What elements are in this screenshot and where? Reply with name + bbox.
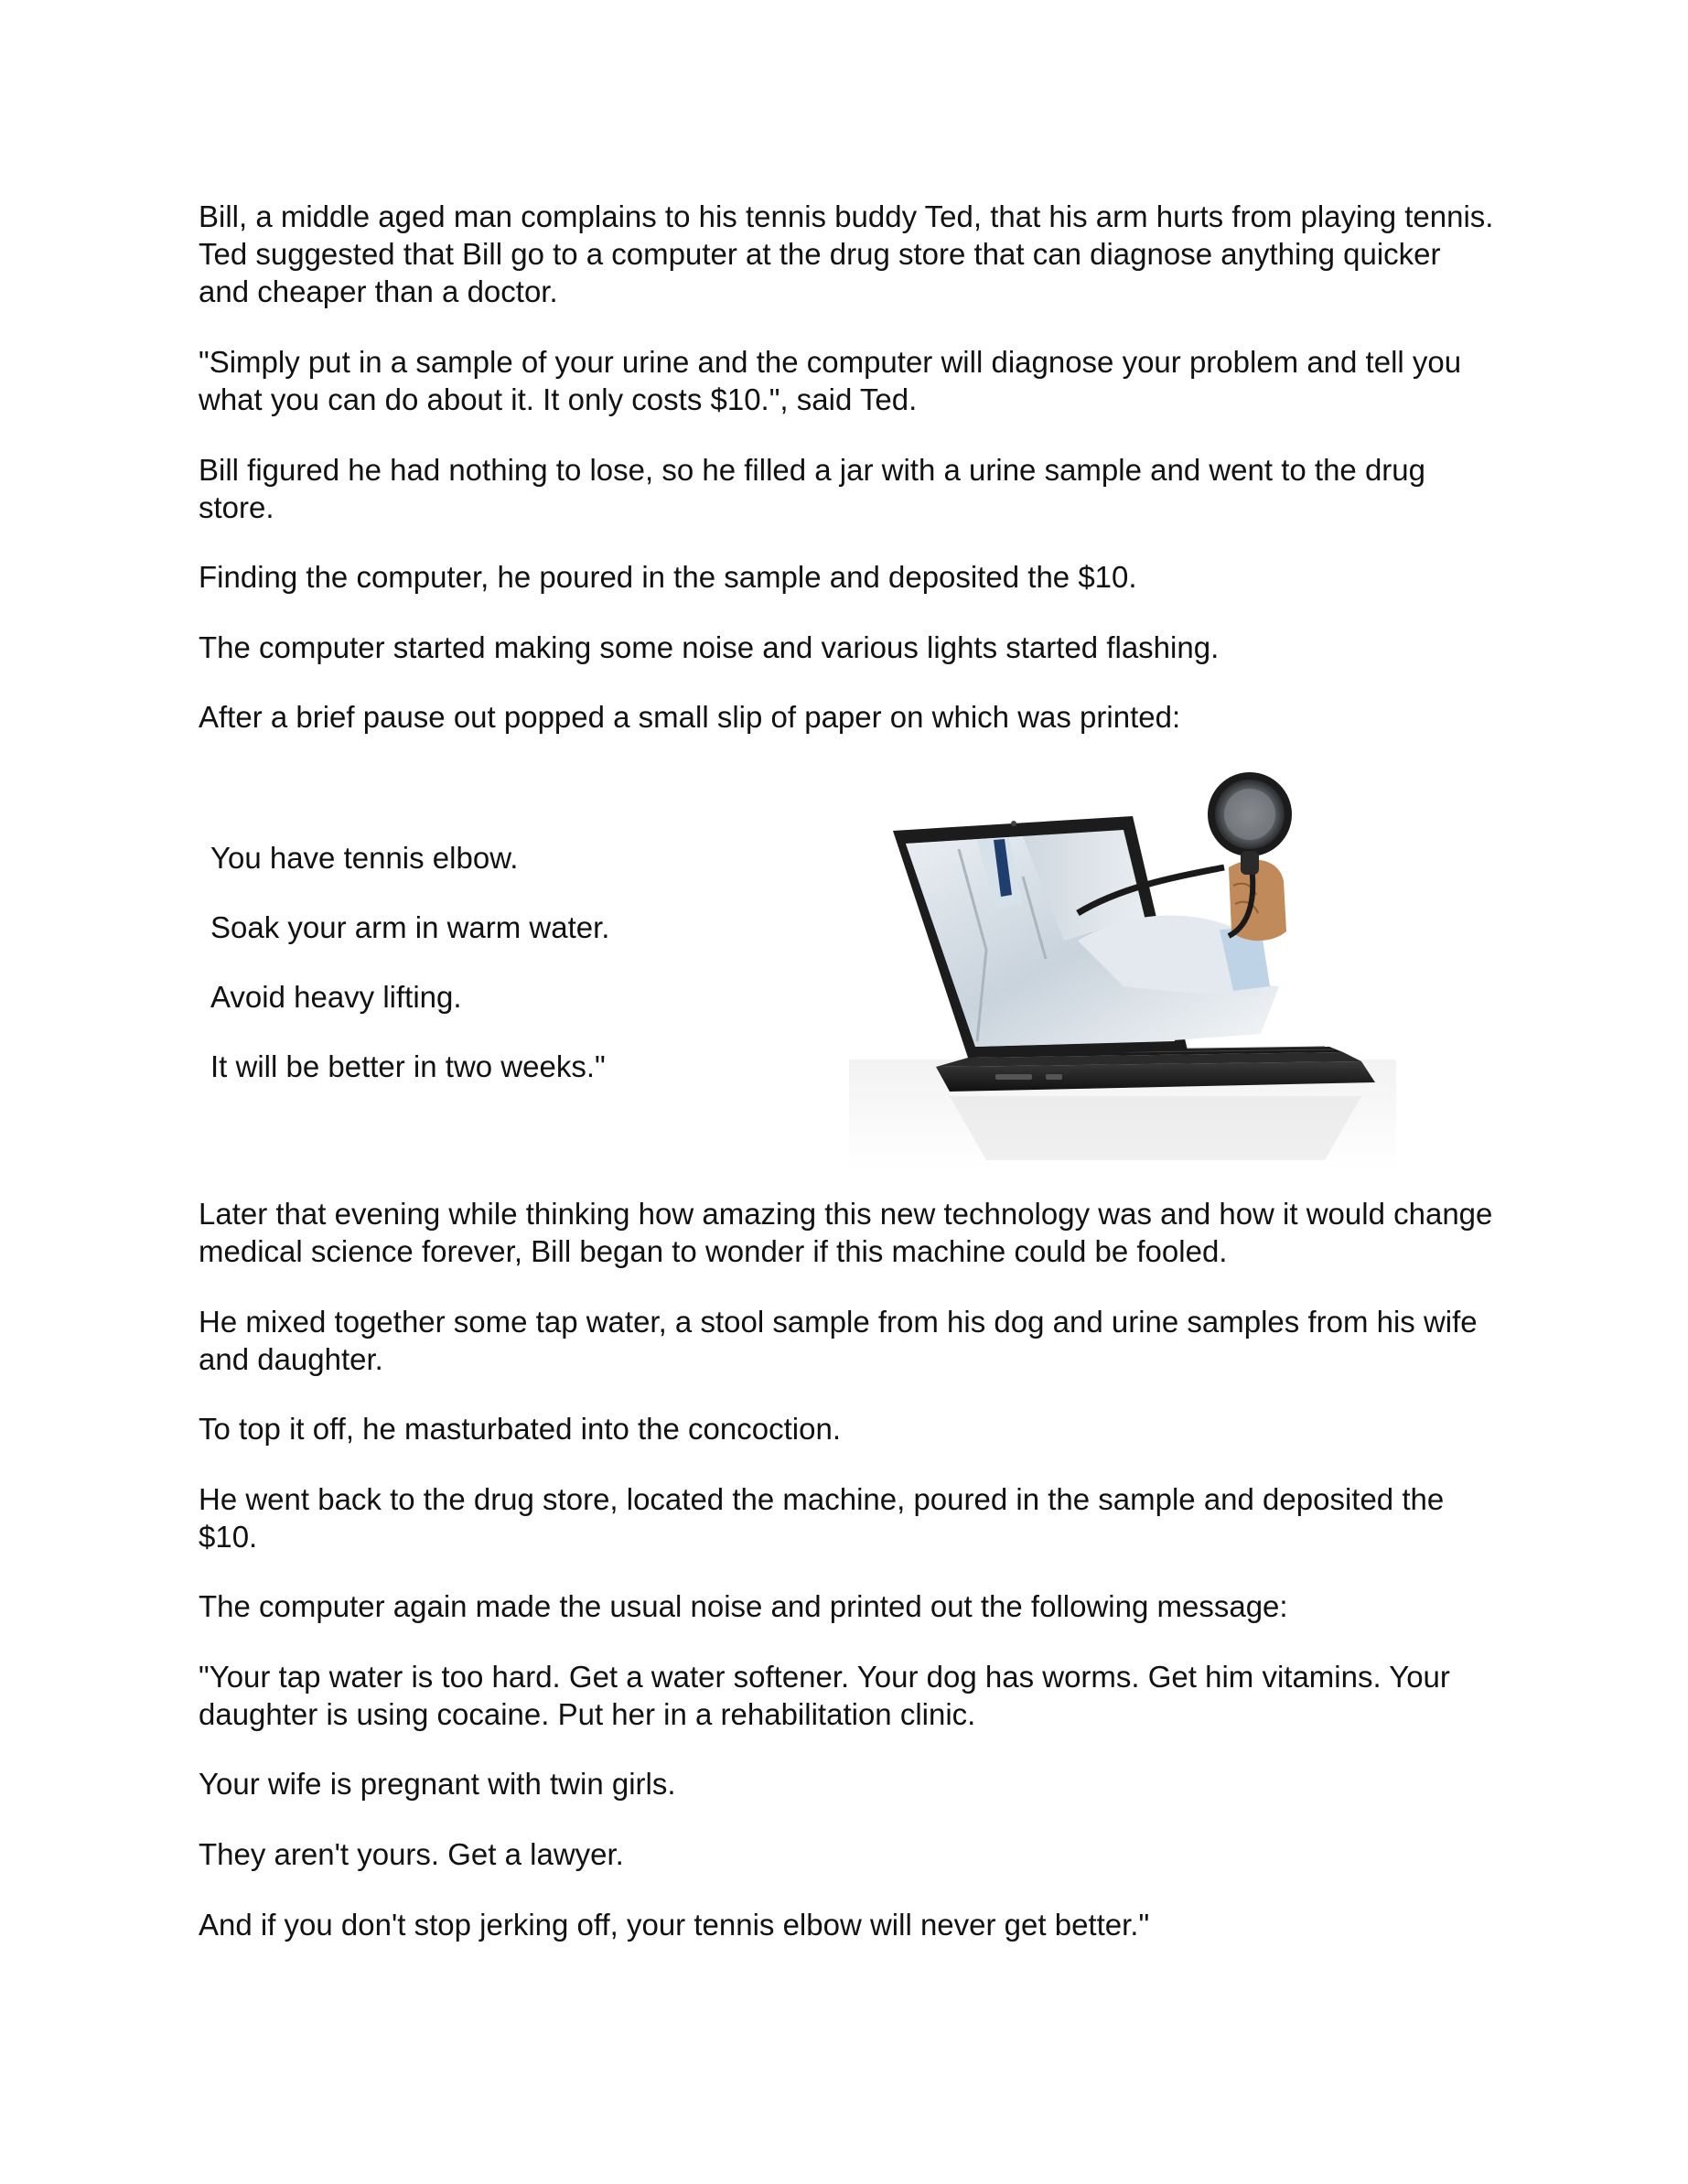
paragraph-continued-8: They aren't yours. Get a lawyer. [199, 1837, 624, 1871]
paragraph-continued-9: And if you don't stop jerking off, your tennis elbow will never get better." [199, 1908, 1150, 1942]
paragraph-continued-6: "Your tap water is too hard. Get a water softener. Your dog has worms. Get him vitamins. Your daughter is using cocaine. Put her in a rehabilitation clinic. [199, 1660, 1450, 1731]
paragraph-intro-2: "Simply put in a sample of your urine and the computer will diagnose your problem and tell you what you can do about it. It only costs $10.", said Ted. [199, 345, 1462, 416]
paragraph-continued-1: Later that evening while thinking how amazing this new technology was and how it would change medical science forever, Bill began to wonder if this machine could be fooled. [199, 1197, 1493, 1268]
paragraph-intro-3: Bill figured he had nothing to lose, so he filled a jar with a urine sample and went to the drug store. [199, 453, 1425, 524]
printout-line-1: You have tennis elbow. [210, 841, 519, 875]
paragraph-intro-5: The computer started making some noise and various lights started flashing. [199, 630, 1220, 664]
paragraph-continued-3: To top it off, he masturbated into the concoction. [199, 1412, 841, 1446]
laptop-doctor-stethoscope-icon [849, 767, 1396, 1169]
paragraph-intro-1: Bill, a middle aged man complains to his tennis buddy Ted, that his arm hurts from playing tennis. Ted suggested that Bill go to a computer at the drug store that can diagnose anything quicker and cheaper than a doctor. [199, 199, 1494, 308]
printout-line-2: Soak your arm in warm water. [210, 910, 610, 944]
paragraph-continued-4: He went back to the drug store, located the machine, poured in the sample and deposited the $10. [199, 1482, 1445, 1554]
printout-line-3: Avoid heavy lifting. [210, 980, 462, 1014]
paragraph-continued-5: The computer again made the usual noise and printed out the following message: [199, 1589, 1288, 1623]
paragraph-intro-4: Finding the computer, he poured in the sample and deposited the $10. [199, 560, 1137, 594]
paragraph-intro-6: After a brief pause out popped a small slip of paper on which was printed: [199, 700, 1181, 734]
paragraph-continued-7: Your wife is pregnant with twin girls. [199, 1767, 676, 1801]
paragraph-continued-2: He mixed together some tap water, a stool sample from his dog and urine samples from his wife and daughter. [199, 1305, 1478, 1376]
printout-line-4: It will be better in two weeks." [210, 1049, 606, 1083]
